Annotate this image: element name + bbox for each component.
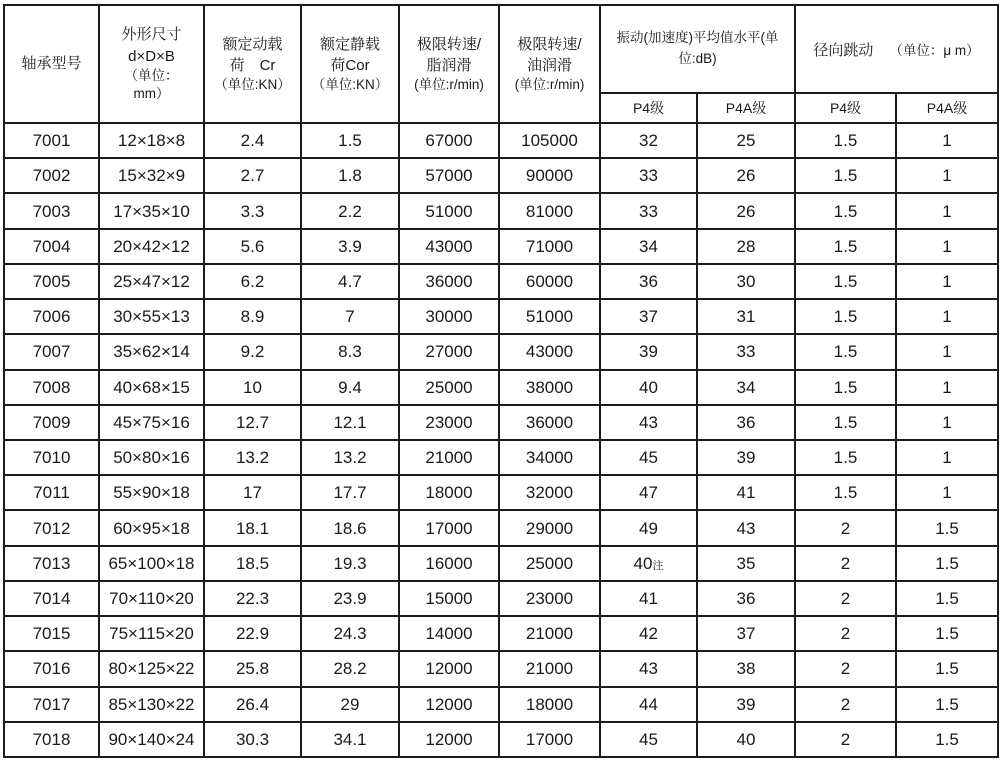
cell-vib_p4a: 35 [697,546,795,581]
cell-oil_speed: 18000 [499,687,600,722]
cell-vib_p4: 44 [600,687,697,722]
cell-cr: 18.1 [204,510,301,545]
cell-runout_p4: 2 [795,687,896,722]
cell-oil_speed: 29000 [499,510,600,545]
cell-model: 7018 [4,722,99,757]
cell-vib_p4a: 31 [697,299,795,334]
cell-oil_speed: 32000 [499,475,600,510]
cell-grease_speed: 14000 [399,616,499,651]
cell-dims: 30×55×13 [99,299,204,334]
cell-dims: 65×100×18 [99,546,204,581]
cell-grease_speed: 21000 [399,440,499,475]
table-row [4,158,998,193]
cell-dims: 60×95×18 [99,510,204,545]
cell-cr: 2.7 [204,158,301,193]
cell-vib_p4: 32 [600,123,697,158]
cell-dims: 85×130×22 [99,687,204,722]
cell-runout_p4: 1.5 [795,193,896,228]
cell-runout_p4: 1.5 [795,475,896,510]
cell-vib_p4: 33 [600,193,697,228]
cell-model: 7008 [4,370,99,405]
oil-unit: (单位:r/min) [514,77,585,93]
cell-cr: 10 [204,370,301,405]
cell-runout_p4: 2 [795,651,896,686]
cell-dims: 55×90×18 [99,475,204,510]
cell-vib_p4a: 25 [697,123,795,158]
cell-dims: 25×47×12 [99,264,204,299]
cell-runout_p4: 2 [795,581,896,616]
cell-runout_p4: 1.5 [795,264,896,299]
cell-runout_p4a: 1 [896,123,998,158]
cell-cr: 18.5 [204,546,301,581]
cor-title-line2: 荷Cor [330,56,370,74]
cell-runout_p4a: 1.5 [896,687,998,722]
cell-cr: 22.9 [204,616,301,651]
cell-runout_p4a: 1 [896,370,998,405]
cell-grease_speed: 67000 [399,123,499,158]
cell-dims: 20×42×12 [99,229,204,264]
cell-vib_p4: 43 [600,405,697,440]
table-row [4,581,998,616]
cell-oil_speed: 81000 [499,193,600,228]
oil-title-line1: 极限转速/ [517,35,582,53]
cell-runout_p4a: 1 [896,158,998,193]
cell-grease_speed: 12000 [399,651,499,686]
cell-cr: 9.2 [204,334,301,369]
cell-vib_p4a: 36 [697,405,795,440]
cell-runout_p4a: 1.5 [896,581,998,616]
cell-vib_p4: 33 [600,158,697,193]
cell-dims: 90×140×24 [99,722,204,757]
cell-vib_p4: 39 [600,334,697,369]
cell-oil_speed: 36000 [499,405,600,440]
cell-runout_p4a: 1.5 [896,510,998,545]
cell-oil_speed: 34000 [499,440,600,475]
cell-runout_p4a: 1.5 [896,722,998,757]
cell-oil_speed: 105000 [499,123,600,158]
cell-cor: 24.3 [301,616,399,651]
cell-cr: 22.3 [204,581,301,616]
cell-cr: 17 [204,475,301,510]
cell-runout_p4a: 1 [896,299,998,334]
cell-dims: 45×75×16 [99,405,204,440]
cell-vib_p4: 49 [600,510,697,545]
cell-model: 7003 [4,193,99,228]
cell-grease_speed: 18000 [399,475,499,510]
grease-unit: (单位:r/min) [414,77,484,93]
table-row [4,405,998,440]
cell-dims: 75×115×20 [99,616,204,651]
cell-runout_p4: 2 [795,722,896,757]
table-row [4,229,998,264]
cell-cr: 13.2 [204,440,301,475]
cell-runout_p4a: 1 [896,334,998,369]
col-header-runout-p4: P4级 [795,93,896,123]
cell-model: 7013 [4,546,99,581]
cell-vib_p4: 42 [600,616,697,651]
cell-vib_p4a: 39 [697,687,795,722]
cell-runout_p4a: 1 [896,193,998,228]
cell-runout_p4: 2 [795,546,896,581]
table-row [4,722,998,757]
cell-runout_p4: 1.5 [795,405,896,440]
col-header-cr [204,5,301,123]
cell-cor: 2.2 [301,193,399,228]
cell-model: 7014 [4,581,99,616]
cell-grease_speed: 12000 [399,687,499,722]
cell-dims: 50×80×16 [99,440,204,475]
cell-vib_p4a: 43 [697,510,795,545]
cor-unit: （单位:KN） [311,77,389,93]
cell-cor: 12.1 [301,405,399,440]
cell-vib_p4a: 39 [697,440,795,475]
cell-vib_p4a: 28 [697,229,795,264]
cell-cor: 28.2 [301,651,399,686]
cell-cor: 17.7 [301,475,399,510]
cell-grease_speed: 23000 [399,405,499,440]
cell-cr: 30.3 [204,722,301,757]
cell-dims: 80×125×22 [99,651,204,686]
runout-group-unit: （单位：μ m） [889,43,980,58]
cell-cr: 3.3 [204,193,301,228]
cell-cor: 29 [301,687,399,722]
cell-vib_p4a: 34 [697,370,795,405]
col-header-grease-speed [399,5,499,123]
col-header-vib-p4: P4级 [600,93,697,123]
cell-cor: 18.6 [301,510,399,545]
cell-vib_p4a: 41 [697,475,795,510]
cell-vib_p4: 34 [600,229,697,264]
dims-formula: d×D×B [128,47,175,65]
col-group-runout [795,5,998,93]
cell-runout_p4: 2 [795,616,896,651]
cell-vib_p4a: 36 [697,581,795,616]
cell-vib_p4: 40 [600,370,697,405]
cell-runout_p4a: 1 [896,440,998,475]
dims-title: 外形尺寸 [121,26,182,44]
cell-oil_speed: 51000 [499,299,600,334]
cell-model: 7009 [4,405,99,440]
cell-vib_p4: 47 [600,475,697,510]
cell-vib_p4a: 38 [697,651,795,686]
cell-grease_speed: 30000 [399,299,499,334]
cell-cr: 5.6 [204,229,301,264]
cell-model: 7015 [4,616,99,651]
cell-dims: 40×68×15 [99,370,204,405]
table-row [4,123,998,158]
cell-model: 7016 [4,651,99,686]
cell-model: 7005 [4,264,99,299]
cell-runout_p4a: 1 [896,229,998,264]
cell-vib_p4a: 40 [697,722,795,757]
cell-grease_speed: 57000 [399,158,499,193]
cell-runout_p4a: 1.5 [896,651,998,686]
table-row [4,264,998,299]
cr-title-line2: 荷 Cr [229,56,276,74]
cell-oil_speed: 43000 [499,334,600,369]
cell-cr: 2.4 [204,123,301,158]
cell-oil_speed: 71000 [499,229,600,264]
cell-runout_p4: 1.5 [795,440,896,475]
cell-vib_p4: 37 [600,299,697,334]
bearing-spec-table [3,4,999,758]
cell-oil_speed: 23000 [499,581,600,616]
cell-oil_speed: 60000 [499,264,600,299]
cell-oil_speed: 21000 [499,616,600,651]
cell-cor: 23.9 [301,581,399,616]
cell-cor: 9.4 [301,370,399,405]
table-row [4,616,998,651]
cell-model: 7017 [4,687,99,722]
cell-vib_p4 [600,546,697,581]
cell-dims: 35×62×14 [99,334,204,369]
col-header-model-label: 轴承型号 [21,55,82,73]
grease-title-line2: 脂润滑 [426,56,472,74]
cr-unit: （单位:KN） [214,77,291,93]
cell-cr: 26.4 [204,687,301,722]
table-row [4,370,998,405]
col-header-dims [99,5,204,123]
cell-model: 7010 [4,440,99,475]
cell-vib_p4: 45 [600,440,697,475]
cell-model: 7007 [4,334,99,369]
cell-model: 7004 [4,229,99,264]
table-body [4,123,998,757]
cell-cr: 12.7 [204,405,301,440]
col-group-vibration [600,5,795,93]
col-header-runout-p4a: P4A级 [896,93,998,123]
cell-cor: 13.2 [301,440,399,475]
cell-runout_p4a: 1.5 [896,616,998,651]
cell-runout_p4: 1.5 [795,370,896,405]
cell-grease_speed: 43000 [399,229,499,264]
cell-value: 40 [633,553,653,573]
runout-group-title: 径向跳动 [813,41,874,59]
table-row [4,475,998,510]
cell-model: 7001 [4,123,99,158]
cell-cor: 8.3 [301,334,399,369]
cell-oil_speed: 38000 [499,370,600,405]
cell-vib_p4a: 30 [697,264,795,299]
col-header-oil-speed [499,5,600,123]
col-header-model [4,5,99,123]
table-row [4,440,998,475]
table-row [4,651,998,686]
cell-cor: 7 [301,299,399,334]
cell-dims: 70×110×20 [99,581,204,616]
cell-oil_speed: 25000 [499,546,600,581]
cell-grease_speed: 16000 [399,546,499,581]
cell-dims: 12×18×8 [99,123,204,158]
cell-model: 7002 [4,158,99,193]
cell-model: 7011 [4,475,99,510]
cor-title-line1: 额定静载 [319,35,380,53]
cell-runout_p4: 1.5 [795,123,896,158]
cell-oil_speed: 90000 [499,158,600,193]
cell-note-marker: 注 [652,559,664,572]
cell-cor: 1.5 [301,123,399,158]
table-row [4,546,998,581]
cell-vib_p4: 45 [600,722,697,757]
cell-runout_p4a: 1 [896,475,998,510]
cell-cor: 19.3 [301,546,399,581]
cell-grease_speed: 15000 [399,581,499,616]
cell-grease_speed: 12000 [399,722,499,757]
cell-vib_p4a: 26 [697,158,795,193]
cell-grease_speed: 25000 [399,370,499,405]
cell-oil_speed: 17000 [499,722,600,757]
cell-cr: 6.2 [204,264,301,299]
cell-runout_p4: 1.5 [795,334,896,369]
vibration-group-label: 振动(加速度)平均值水平(单位:dB) [616,30,779,66]
cell-runout_p4: 1.5 [795,158,896,193]
table-row [4,299,998,334]
cell-runout_p4a: 1 [896,405,998,440]
cell-runout_p4: 1.5 [795,299,896,334]
cell-cor: 4.7 [301,264,399,299]
dims-unit-line2: mm） [133,86,170,102]
cell-model: 7012 [4,510,99,545]
col-header-vib-p4a: P4A级 [697,93,795,123]
cr-title-line1: 额定动载 [222,35,283,53]
cell-cor: 3.9 [301,229,399,264]
cell-grease_speed: 17000 [399,510,499,545]
cell-vib_p4a: 37 [697,616,795,651]
table-row [4,193,998,228]
cell-grease_speed: 51000 [399,193,499,228]
cell-vib_p4: 41 [600,581,697,616]
cell-runout_p4a: 1 [896,264,998,299]
table-row [4,510,998,545]
cell-cor: 1.8 [301,158,399,193]
cell-cr: 25.8 [204,651,301,686]
cell-runout_p4: 1.5 [795,229,896,264]
cell-oil_speed: 21000 [499,651,600,686]
cell-grease_speed: 36000 [399,264,499,299]
cell-model: 7006 [4,299,99,334]
header-row-main [4,5,998,93]
cell-cor: 34.1 [301,722,399,757]
cell-cr: 8.9 [204,299,301,334]
cell-dims: 17×35×10 [99,193,204,228]
col-header-cor [301,5,399,123]
oil-title-line2: 油润滑 [526,56,572,74]
grease-title-line1: 极限转速/ [416,35,482,53]
dims-unit-line1: （单位： [124,68,179,84]
cell-vib_p4: 43 [600,651,697,686]
cell-runout_p4: 2 [795,510,896,545]
cell-grease_speed: 27000 [399,334,499,369]
cell-vib_p4a: 26 [697,193,795,228]
cell-vib_p4a: 33 [697,334,795,369]
cell-dims: 15×32×9 [99,158,204,193]
cell-vib_p4: 36 [600,264,697,299]
table-row [4,687,998,722]
cell-runout_p4a: 1.5 [896,546,998,581]
table-row [4,334,998,369]
